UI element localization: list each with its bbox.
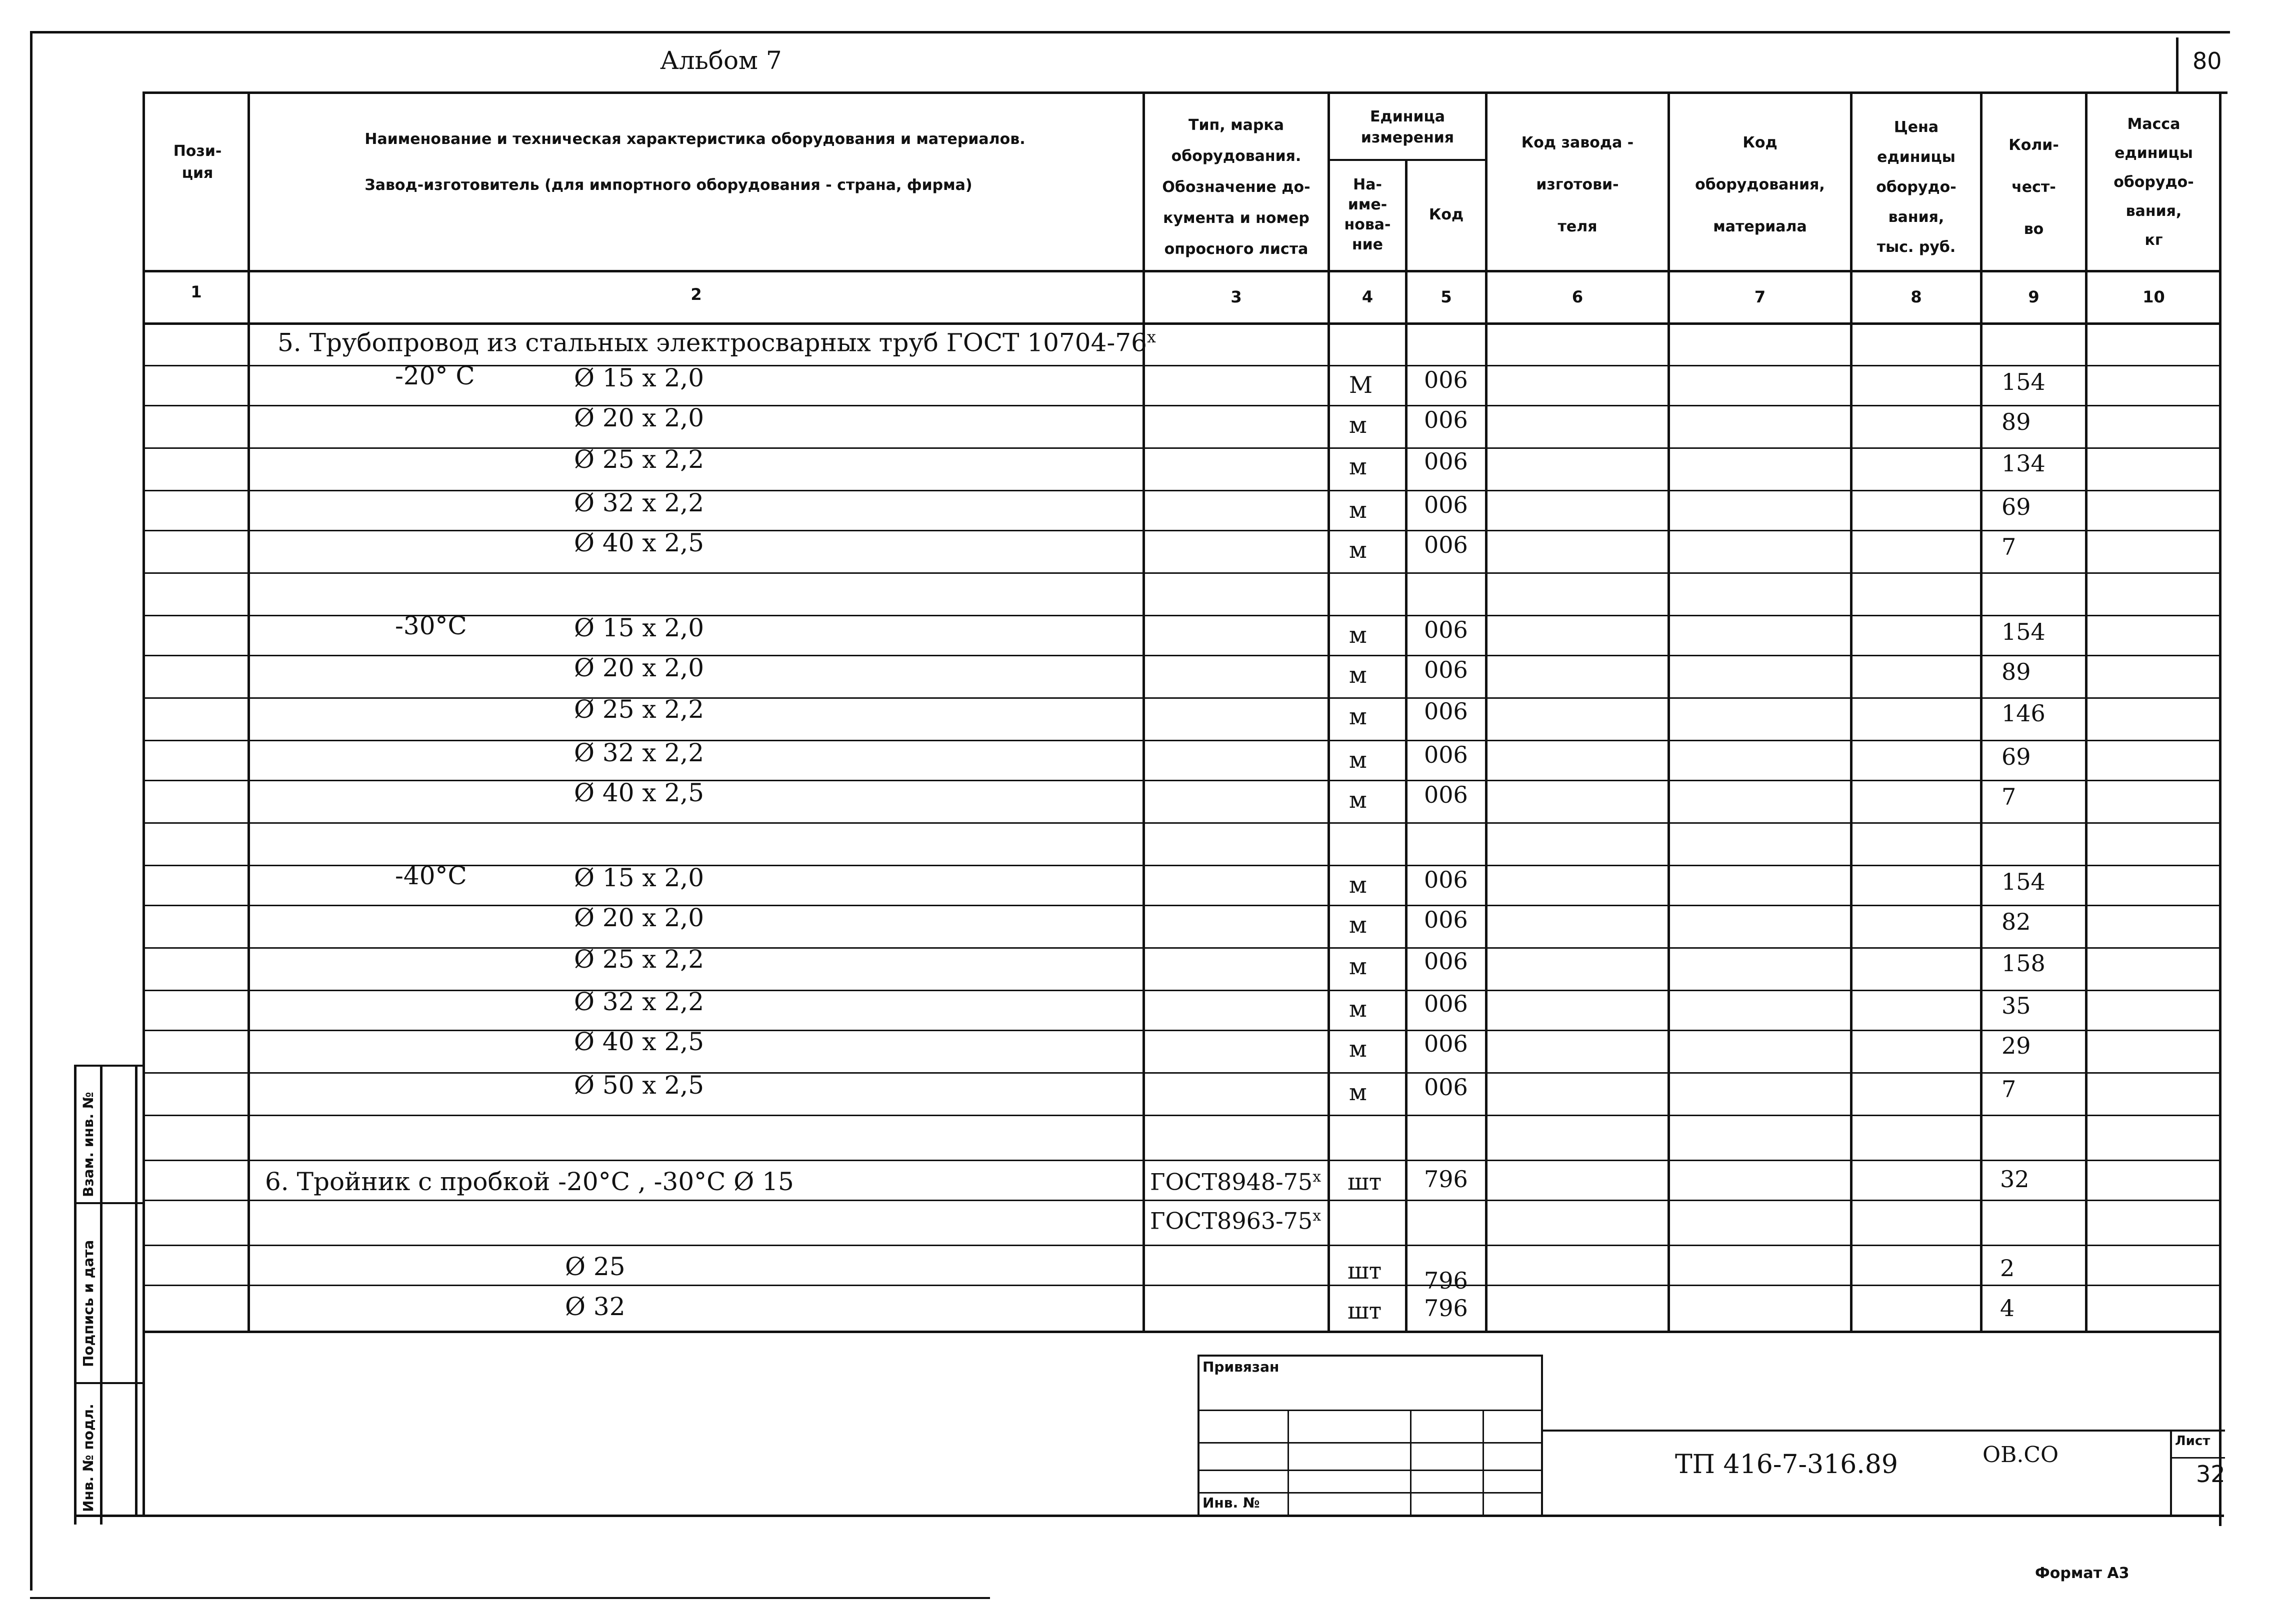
row-15-unit: м [1349, 911, 1367, 938]
stamp-inv-no: Инв. № [1202, 1495, 1260, 1511]
row-8-unit: м [1349, 621, 1367, 648]
row-8-code: 006 [1424, 616, 1468, 643]
table-top [142, 91, 2228, 94]
row-2-size: Ø 15 х 2,0 [574, 363, 704, 392]
row-11-code: 006 [1424, 741, 1468, 768]
col-header-position-text: Пози- ция [173, 142, 222, 182]
row-15-code: 006 [1424, 906, 1468, 933]
col-header-equipment-code-text: Код оборудования, материала [1695, 134, 1825, 235]
row-23-size: Ø 25 [565, 1252, 626, 1281]
col-header-name-text: Наименование и техническая характеристика оборудования и материалов. Завод-изготовитель (для импортного оборудования - страна, фирма) [364, 130, 1026, 194]
row-2-unit: М [1349, 371, 1373, 398]
row-divider [145, 1285, 2220, 1286]
row-14-size: Ø 15 х 2,0 [574, 863, 704, 892]
row-22-type [1150, 1207, 1321, 1234]
row-12-unit: м [1349, 786, 1367, 813]
row-22-type-text: ГОСТ8963-75 [1150, 1207, 1313, 1235]
row-9-size: Ø 20 х 2,0 [574, 653, 704, 682]
row-1-name [278, 327, 1156, 357]
row-17-qty: 35 [2002, 992, 2031, 1019]
row-12-qty: 7 [2002, 783, 2016, 810]
col-header-unit-name-text: На- име- нова- ние [1344, 176, 1391, 253]
side-stamp-bottom [74, 1515, 2224, 1517]
col-number-3: 3 [1230, 287, 1242, 306]
row-18-qty: 29 [2002, 1032, 2031, 1059]
side-label-vzam: Взам. инв. № [80, 1092, 96, 1197]
row-17-unit: м [1349, 995, 1367, 1022]
row-divider [145, 530, 2220, 531]
row-3-size: Ø 20 х 2,0 [574, 403, 704, 432]
col-div-2 [1142, 91, 1145, 1331]
col-header-unit-group-text: Единица измерения [1360, 108, 1454, 146]
col-header-code-text: Код [1428, 206, 1464, 223]
row-9-qty: 89 [2002, 658, 2031, 685]
row-6-unit: м [1349, 536, 1367, 563]
frame-top [30, 31, 2230, 33]
album-label: Альбом 7 [660, 46, 782, 75]
col-number-8: 8 [1910, 287, 1922, 306]
format-label: Формат А3 [2035, 1565, 2130, 1582]
row-divider [145, 1030, 2220, 1031]
row-21-unit: шт [1348, 1168, 1382, 1195]
row-2-temp: -20° С [395, 361, 475, 390]
page-number: 80 [2192, 47, 2222, 74]
row-18-code: 006 [1424, 1030, 1468, 1057]
row-19-unit: м [1349, 1079, 1367, 1106]
stamp-row-3 [1198, 1470, 1542, 1471]
col-number-5: 5 [1440, 287, 1452, 306]
col-header-price [1852, 107, 1980, 267]
row-17-size: Ø 32 х 2,2 [574, 987, 704, 1016]
side-stamp-top [74, 1065, 144, 1067]
row-23-qty: 2 [2000, 1255, 2015, 1282]
col-header-code [1408, 162, 1485, 267]
row-8-temp: -30°С [395, 611, 467, 640]
col-div-7 [1850, 91, 1852, 1331]
row-14-code: 006 [1424, 866, 1468, 893]
stamp-row-1 [1198, 1410, 1542, 1411]
row-divider [145, 1245, 2220, 1246]
row-divider [145, 447, 2220, 449]
col-header-unit-name [1330, 162, 1405, 267]
row-2-qty: 154 [2002, 368, 2046, 395]
row-divider [145, 990, 2220, 991]
row-17-code: 006 [1424, 990, 1468, 1017]
stamp-sheet-label: Лист [2175, 1434, 2210, 1449]
row-18-size: Ø 40 х 2,5 [574, 1027, 704, 1056]
row-divider [145, 655, 2220, 656]
row-3-code: 006 [1424, 406, 1468, 433]
stamp-privyazan: Привязан [1202, 1359, 1280, 1375]
row-15-qty: 82 [2002, 908, 2031, 935]
row-divider [145, 905, 2220, 906]
side-stamp-left [74, 1065, 76, 1525]
row-23-unit: шт [1348, 1257, 1382, 1284]
col-header-quantity [1982, 115, 2085, 260]
side-label-podpis: Подпись и дата [80, 1240, 96, 1367]
stamp-doc-code: ТП 416-7-316.89 [1675, 1450, 1898, 1480]
row-23-code: 796 [1424, 1267, 1468, 1294]
col-header-mass-text: Масса единицы оборудо- вания, кг [2114, 115, 2194, 249]
col-header-type [1148, 107, 1325, 267]
stamp-box-right [1541, 1355, 1543, 1515]
row-5-size: Ø 32 х 2,2 [574, 488, 704, 517]
row-5-unit: м [1349, 496, 1367, 523]
row-21-type-sup: x [1312, 1168, 1322, 1186]
col-header-position [150, 125, 245, 200]
stamp-sheet-number: 32 [2196, 1461, 2226, 1488]
table-bottom [142, 1331, 2220, 1333]
row-24-qty: 4 [2000, 1295, 2015, 1322]
side-label-inv-podl: Инв. № подл. [80, 1404, 96, 1512]
row-divider [145, 572, 2220, 574]
col-div-1 [248, 91, 250, 1331]
col-number-7: 7 [1754, 287, 1766, 306]
side-stamp-right [135, 1065, 138, 1517]
row-16-size: Ø 25 х 2,2 [574, 945, 704, 974]
title-block-top [1542, 1430, 2225, 1432]
col-header-equipment-code [1670, 110, 1850, 260]
col-number-2: 2 [690, 285, 702, 304]
table-right [2219, 91, 2222, 1526]
title-block-sheet-left [2170, 1430, 2172, 1517]
row-2-code: 006 [1424, 366, 1468, 393]
row-8-size: Ø 15 х 2,0 [574, 613, 704, 642]
row-divider [145, 1160, 2220, 1161]
table-left-outer [142, 91, 145, 1516]
stamp-section: ОВ.СО [1982, 1442, 2059, 1468]
row-12-size: Ø 40 х 2,5 [574, 778, 704, 807]
row-19-qty: 7 [2002, 1076, 2016, 1103]
row-10-qty: 146 [2002, 700, 2046, 727]
unit-group-divider [1328, 159, 1485, 161]
row-11-size: Ø 32 х 2,2 [574, 738, 704, 767]
row-4-code: 006 [1424, 448, 1468, 475]
col-header-type-text: Тип, марка оборудования. Обозначение до- кумента и номер опросного листа [1162, 116, 1310, 258]
row-21-type [1150, 1168, 1321, 1195]
row-10-unit: м [1349, 703, 1367, 730]
col-number-1: 1 [190, 282, 202, 301]
row-11-unit: м [1349, 746, 1367, 773]
row-21-name: 6. Тройник с пробкой -20°С , -30°С Ø 15 [265, 1167, 794, 1196]
row-divider [145, 490, 2220, 491]
header-bottom [142, 270, 2220, 272]
row-6-code: 006 [1424, 531, 1468, 558]
row-divider [145, 947, 2220, 949]
row-3-qty: 89 [2002, 408, 2031, 435]
stamp-row-2 [1198, 1442, 1542, 1444]
stamp-col-2 [1410, 1410, 1412, 1515]
col-header-price-text: Цена единицы оборудо- вания, тыс. руб. [1876, 118, 1956, 256]
row-4-qty: 134 [2002, 450, 2046, 477]
row-24-size: Ø 32 [565, 1292, 626, 1321]
frame-left [30, 31, 32, 1591]
stamp-col-1 [1288, 1410, 1289, 1515]
frame-bottom-short [30, 1597, 990, 1599]
row-21-qty: 32 [2000, 1166, 2030, 1193]
row-1-name-text: 5. Трубопровод из стальных электросварных труб ГОСТ 10704-76 [278, 328, 1147, 357]
side-stamp-div2 [74, 1382, 144, 1384]
row-9-unit: м [1349, 661, 1367, 688]
stamp-box-left [1198, 1355, 1200, 1515]
row-12-code: 006 [1424, 781, 1468, 808]
row-divider [145, 697, 2220, 699]
row-9-code: 006 [1424, 656, 1468, 683]
row-divider [145, 405, 2220, 406]
row-22-type-sup: x [1312, 1207, 1322, 1225]
row-divider [145, 1115, 2220, 1116]
row-15-size: Ø 20 х 2,0 [574, 903, 704, 932]
row-19-size: Ø 50 х 2,5 [574, 1071, 704, 1100]
stamp-row-4 [1198, 1492, 1542, 1494]
side-stamp-div1 [74, 1202, 144, 1204]
col-div-9 [2085, 91, 2088, 1331]
col-header-quantity-text: Коли- чест- во [2008, 136, 2059, 238]
col-header-factory-code-text: Код завода - изготови- теля [1521, 134, 1634, 235]
row-16-code: 006 [1424, 948, 1468, 975]
col-header-mass [2088, 102, 2220, 262]
col-div-5 [1485, 91, 1488, 1331]
col-header-name [255, 125, 1135, 200]
row-4-unit: м [1349, 453, 1367, 480]
page-number-box-left [2176, 37, 2178, 92]
col-header-unit-group [1330, 97, 1485, 157]
row-divider [145, 822, 2220, 824]
stamp-box-top [1198, 1355, 1542, 1357]
row-3-unit: м [1349, 411, 1367, 438]
row-19-code: 006 [1424, 1074, 1468, 1101]
col-header-factory-code [1488, 110, 1668, 260]
title-block-sheet-div [2170, 1457, 2225, 1459]
row-16-unit: м [1349, 953, 1367, 980]
row-10-code: 006 [1424, 698, 1468, 725]
row-5-code: 006 [1424, 491, 1468, 518]
row-21-type-text: ГОСТ8948-75 [1150, 1168, 1313, 1196]
row-24-unit: шт [1348, 1297, 1382, 1324]
stamp-col-3 [1482, 1410, 1484, 1515]
row-5-qty: 69 [2002, 493, 2031, 520]
row-21-code: 796 [1424, 1166, 1468, 1193]
side-stamp-mid [100, 1065, 102, 1525]
row-14-unit: м [1349, 871, 1367, 898]
col-div-4 [1405, 160, 1408, 1331]
row-10-size: Ø 25 х 2,2 [574, 695, 704, 724]
row-14-qty: 154 [2002, 868, 2046, 895]
row-divider [145, 1200, 2220, 1201]
row-6-qty: 7 [2002, 533, 2016, 560]
row-14-temp: -40°С [395, 861, 467, 890]
row-6-size: Ø 40 х 2,5 [574, 528, 704, 557]
row-4-size: Ø 25 х 2,2 [574, 445, 704, 474]
row-divider [145, 740, 2220, 741]
row-16-qty: 158 [2002, 950, 2046, 977]
col-number-9: 9 [2028, 287, 2040, 306]
col-div-3 [1328, 91, 1330, 1331]
row-11-qty: 69 [2002, 743, 2031, 770]
row-divider [145, 1072, 2220, 1074]
row-divider [145, 780, 2220, 781]
row-24-code: 796 [1424, 1295, 1468, 1322]
col-number-4: 4 [1362, 287, 1374, 306]
col-number-10: 10 [2142, 287, 2165, 306]
row-18-unit: м [1349, 1035, 1367, 1062]
col-div-8 [1980, 91, 1982, 1331]
col-div-6 [1668, 91, 1670, 1331]
row-8-qty: 154 [2002, 618, 2046, 645]
row-divider [145, 322, 2220, 324]
col-number-6: 6 [1572, 287, 1584, 306]
row-1-name-sup: x [1146, 327, 1156, 346]
